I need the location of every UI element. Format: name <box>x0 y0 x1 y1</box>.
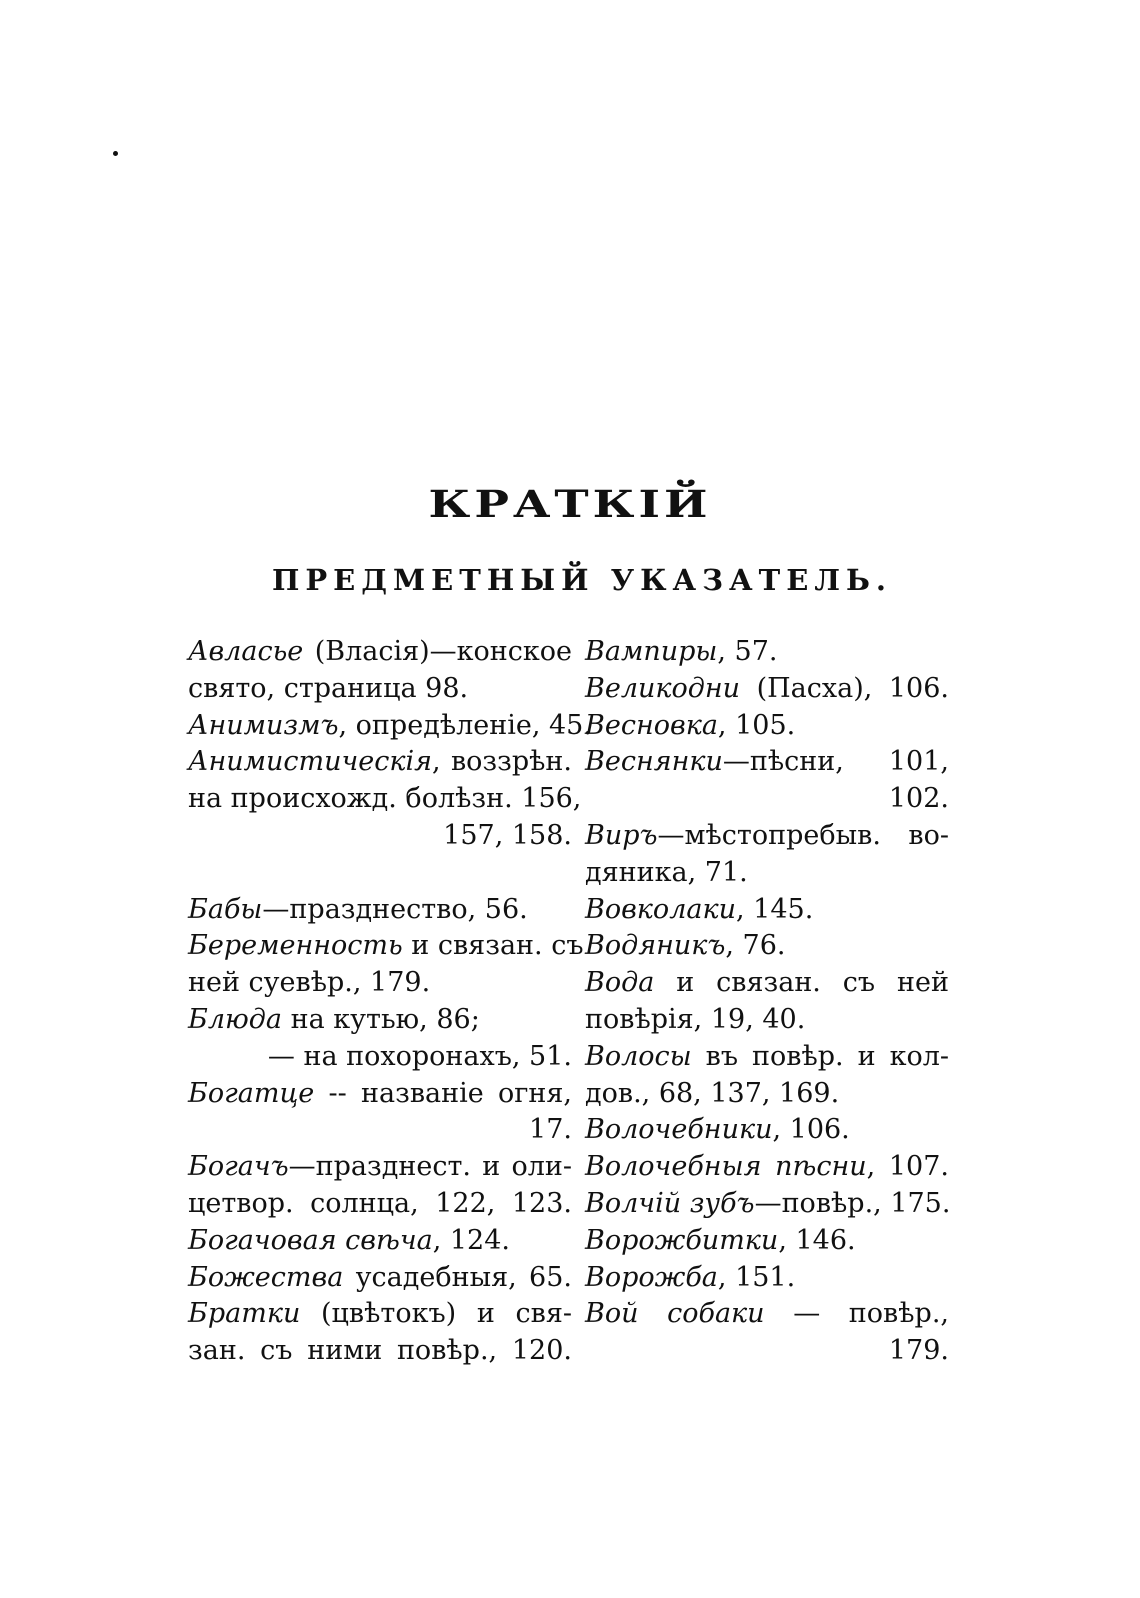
index-entry-text: цетвор. солнца, 122, 123. <box>188 1187 572 1219</box>
index-entry-text: ней суевѣр., 179. <box>188 967 431 999</box>
index-entry-text: въ повѣр. и кол- <box>691 1040 949 1072</box>
index-entry-text: на происхожд. болѣзн. 156, <box>188 783 582 815</box>
index-entry-text: свято, страница 98. <box>188 672 469 704</box>
index-entry-line <box>188 671 572 708</box>
index-entry-text: —празднество, 56. <box>262 893 528 925</box>
index-column-left <box>188 634 592 1370</box>
index-term: Волочебныя пѣсни <box>585 1151 867 1183</box>
index-term: Великодни <box>585 672 741 704</box>
index-entry-line <box>188 1039 572 1076</box>
index-term: Волчій зубъ <box>585 1187 755 1219</box>
index-term: Анимизмъ <box>188 709 339 741</box>
index-term: Беременность <box>188 930 403 962</box>
index-term: Богатце <box>188 1077 315 1109</box>
index-entry-line <box>188 965 572 1002</box>
index-entry-text: повѣрія, 19, 40. <box>585 1003 806 1035</box>
index-entry-text: (цвѣтокъ) и свя- <box>300 1298 572 1330</box>
index-term: Волочебники <box>585 1114 773 1146</box>
index-entry-line <box>188 634 572 671</box>
index-entry-text: и связан. съ ней <box>654 967 949 999</box>
index-entry-line <box>188 744 572 781</box>
index-entry-line <box>585 892 949 929</box>
index-entry-text: — повѣр., <box>764 1298 949 1330</box>
index-entry-text: —повѣр., 175. <box>754 1187 951 1219</box>
index-term: Ворожбитки <box>585 1224 779 1256</box>
index-entry-text: —пѣсни, 101, <box>722 746 949 778</box>
index-entry-line <box>188 1186 572 1223</box>
index-entry-text: , 76. <box>725 930 786 962</box>
index-entry-line <box>188 1296 572 1333</box>
index-entry-line <box>585 781 949 818</box>
index-term: Блюда <box>188 1003 283 1035</box>
index-entry-line <box>188 1333 572 1370</box>
index-term: Вовколаки <box>585 893 736 925</box>
index-entry-text: 157, 158. <box>443 819 572 851</box>
index-entry-text: и связан. съ <box>402 930 584 962</box>
index-entry-text: , 124. <box>432 1224 511 1256</box>
index-entry-text: , 105. <box>717 709 796 741</box>
page-title: КРАТКІЙ <box>428 481 712 527</box>
index-term: Божества <box>188 1261 344 1293</box>
index-term: Вой собаки <box>585 1298 765 1330</box>
index-entry-text: усадебныя, 65. <box>343 1261 572 1293</box>
index-entry-line <box>188 928 584 965</box>
index-entry-line <box>585 855 949 892</box>
index-entry-text: , 151. <box>717 1261 796 1293</box>
index-entry-text: , опредѣленіе, 45. <box>338 709 592 741</box>
index-entry-text: —празднест. и оли- <box>288 1151 572 1183</box>
index-entry-line <box>585 671 949 708</box>
index-entry-text: на кутью, 86; <box>282 1003 480 1035</box>
index-entry-line <box>585 1223 949 1260</box>
index-entry-text: (Власія)—конское <box>303 636 572 667</box>
index-entry-line <box>585 634 949 671</box>
index-entry-line <box>585 818 949 855</box>
index-term: Весновка <box>585 709 718 741</box>
index-entry-line <box>585 1039 949 1076</box>
index-entry-line <box>585 1076 949 1113</box>
index-column-right <box>585 634 949 1370</box>
index-term: Волосы <box>585 1040 692 1072</box>
index-term: Виръ <box>585 819 658 851</box>
index-entry-text: 179. <box>888 1335 949 1367</box>
index-entry-text: дяника, 71. <box>585 856 748 888</box>
index-entry-text: , 106. <box>772 1114 850 1146</box>
index-entry-text: зан. съ ними повѣр., 120. <box>188 1335 572 1367</box>
index-entry-line <box>188 1223 572 1260</box>
index-term: Ворожба <box>585 1261 718 1293</box>
index-entry-text: , 146. <box>778 1224 856 1256</box>
index-entry-text: 102. <box>888 783 949 815</box>
index-entry-line <box>188 781 582 818</box>
index-entry-line <box>585 708 949 745</box>
index-entry-line <box>188 855 572 892</box>
index-entry-line <box>585 1333 949 1370</box>
index-entry-text: , 107. <box>866 1151 949 1183</box>
index-term: Анимистическія <box>188 746 433 778</box>
index-term: Веснянки <box>585 746 723 778</box>
index-term: Вампиры <box>585 636 718 667</box>
index-term: Вода <box>585 967 655 999</box>
index-entry-line <box>188 1002 572 1039</box>
index-entry-line <box>585 1186 949 1223</box>
index-entry-text: 17. <box>529 1114 572 1146</box>
index-entry-text: —мѣстопребыв. во- <box>657 819 949 851</box>
index-entry-text: — на похоронахъ, 51. <box>267 1040 572 1072</box>
index-term: Богачъ <box>188 1151 289 1183</box>
index-entry-line <box>188 708 592 745</box>
index-entry-line <box>585 744 949 781</box>
index-term: Богачовая свѣча <box>188 1224 433 1256</box>
index-entry-line <box>188 1260 572 1297</box>
index-entry-text: (Пасха), 106. <box>740 672 949 704</box>
index-entry-line <box>188 1076 572 1113</box>
index-term: Братки <box>188 1298 301 1330</box>
index-entry-line <box>585 1112 949 1149</box>
index-term: Авласье <box>188 636 304 667</box>
index-entry-line <box>585 1296 949 1333</box>
index-entry-text: , 145. <box>736 893 814 925</box>
index-entry-line <box>585 1260 949 1297</box>
index-entry-text: , воззрѣн. <box>432 746 572 778</box>
index-entry-line <box>585 965 949 1002</box>
index-entry-text: -- названіе огня, <box>314 1077 572 1109</box>
index-entry-line <box>585 1149 949 1186</box>
index-entry-line <box>188 892 572 929</box>
index-entry-line <box>188 1149 572 1186</box>
index-entry-line <box>585 1002 949 1039</box>
page-subtitle: ПРЕДМЕТНЫЙ УКАЗАТЕЛЬ. <box>271 563 893 597</box>
index-entry-line <box>188 1112 572 1149</box>
index-entry-line <box>188 818 572 855</box>
index-term: Водяникъ <box>585 930 726 962</box>
index-entry-text: дов., 68, 137, 169. <box>585 1077 840 1109</box>
index-entry-line <box>585 928 949 965</box>
index-term: Бабы <box>188 893 263 925</box>
stray-ink-dot <box>113 151 118 156</box>
index-entry-text: , 57. <box>717 636 778 667</box>
